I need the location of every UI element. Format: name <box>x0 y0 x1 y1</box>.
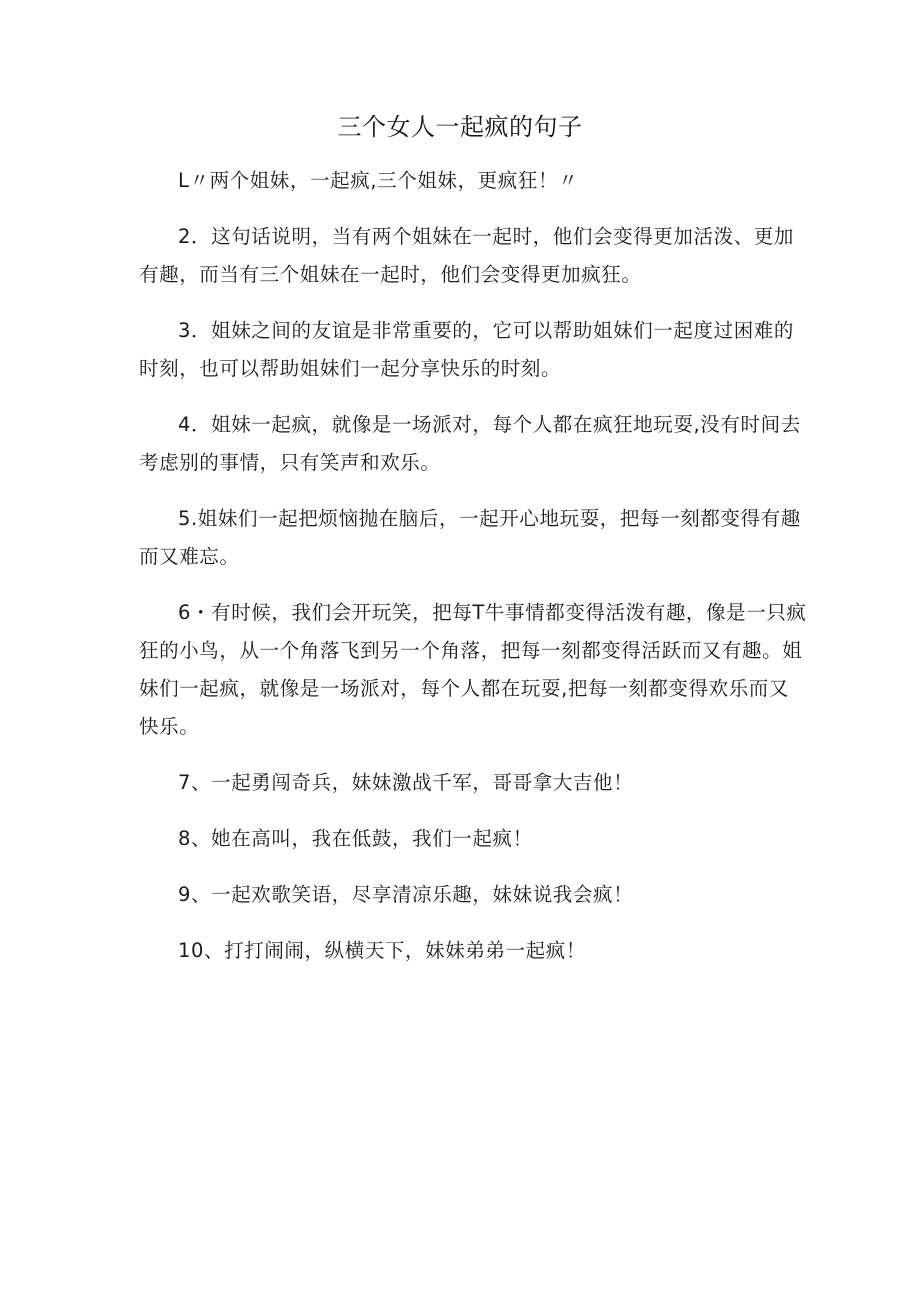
paragraph-4: 4．姐妹一起疯，就像是一场派对，每个人都在疯狂地玩耍,没有时间去考虑别的事情，只有笑声和欢乐。 <box>139 413 801 474</box>
paragraph-6: 6・有时候，我们会开玩笑，把每T牛事情都变得活泼有趣，像是一只疯狂的小鸟，从一个角落飞到另一个角落，把每一刻都变得活跃而又有趣。姐妹们一起疯，就像是一场派对，每个人都在玩耍,把每一刻都变得欢乐而又快乐。 <box>139 601 807 738</box>
paragraph-9: 9、一起欢歌笑语，尽享清凉乐趣，妹妹说我会疯！ <box>178 883 634 906</box>
paragraph-1: L〃两个姐妹，一起疯,三个姐妹，更疯狂！〃 <box>178 169 579 192</box>
document-title: 三个女人一起疯的句子 <box>337 113 583 141</box>
paragraph-2: 2．这句话说明，当有两个姐妹在一起时，他们会变得更加活泼、更加有趣，而当有三个姐妹在一起时，他们会变得更加疯狂。 <box>139 225 795 286</box>
paragraph-10: 10、打打闹闹，纵横天下，妹妹弟弟一起疯！ <box>178 939 586 962</box>
paragraph-3: 3．姐妹之间的友谊是非常重要的，它可以帮助姐妹们一起度过困难的时刻，也可以帮助姐妹们一起分享快乐的时刻。 <box>139 319 795 380</box>
paragraph-7: 7、一起勇闯奇兵，妹妹激战千军，哥哥拿大吉他！ <box>178 771 634 794</box>
document-body <box>139 162 807 988</box>
paragraph-5: 5.姐妹们一起把烦恼抛在脑后，一起开心地玩耍，把每一刻都变得有趣而又难忘。 <box>139 507 801 568</box>
paragraph-8: 8、她在高叫，我在低鼓，我们一起疯！ <box>178 827 533 850</box>
